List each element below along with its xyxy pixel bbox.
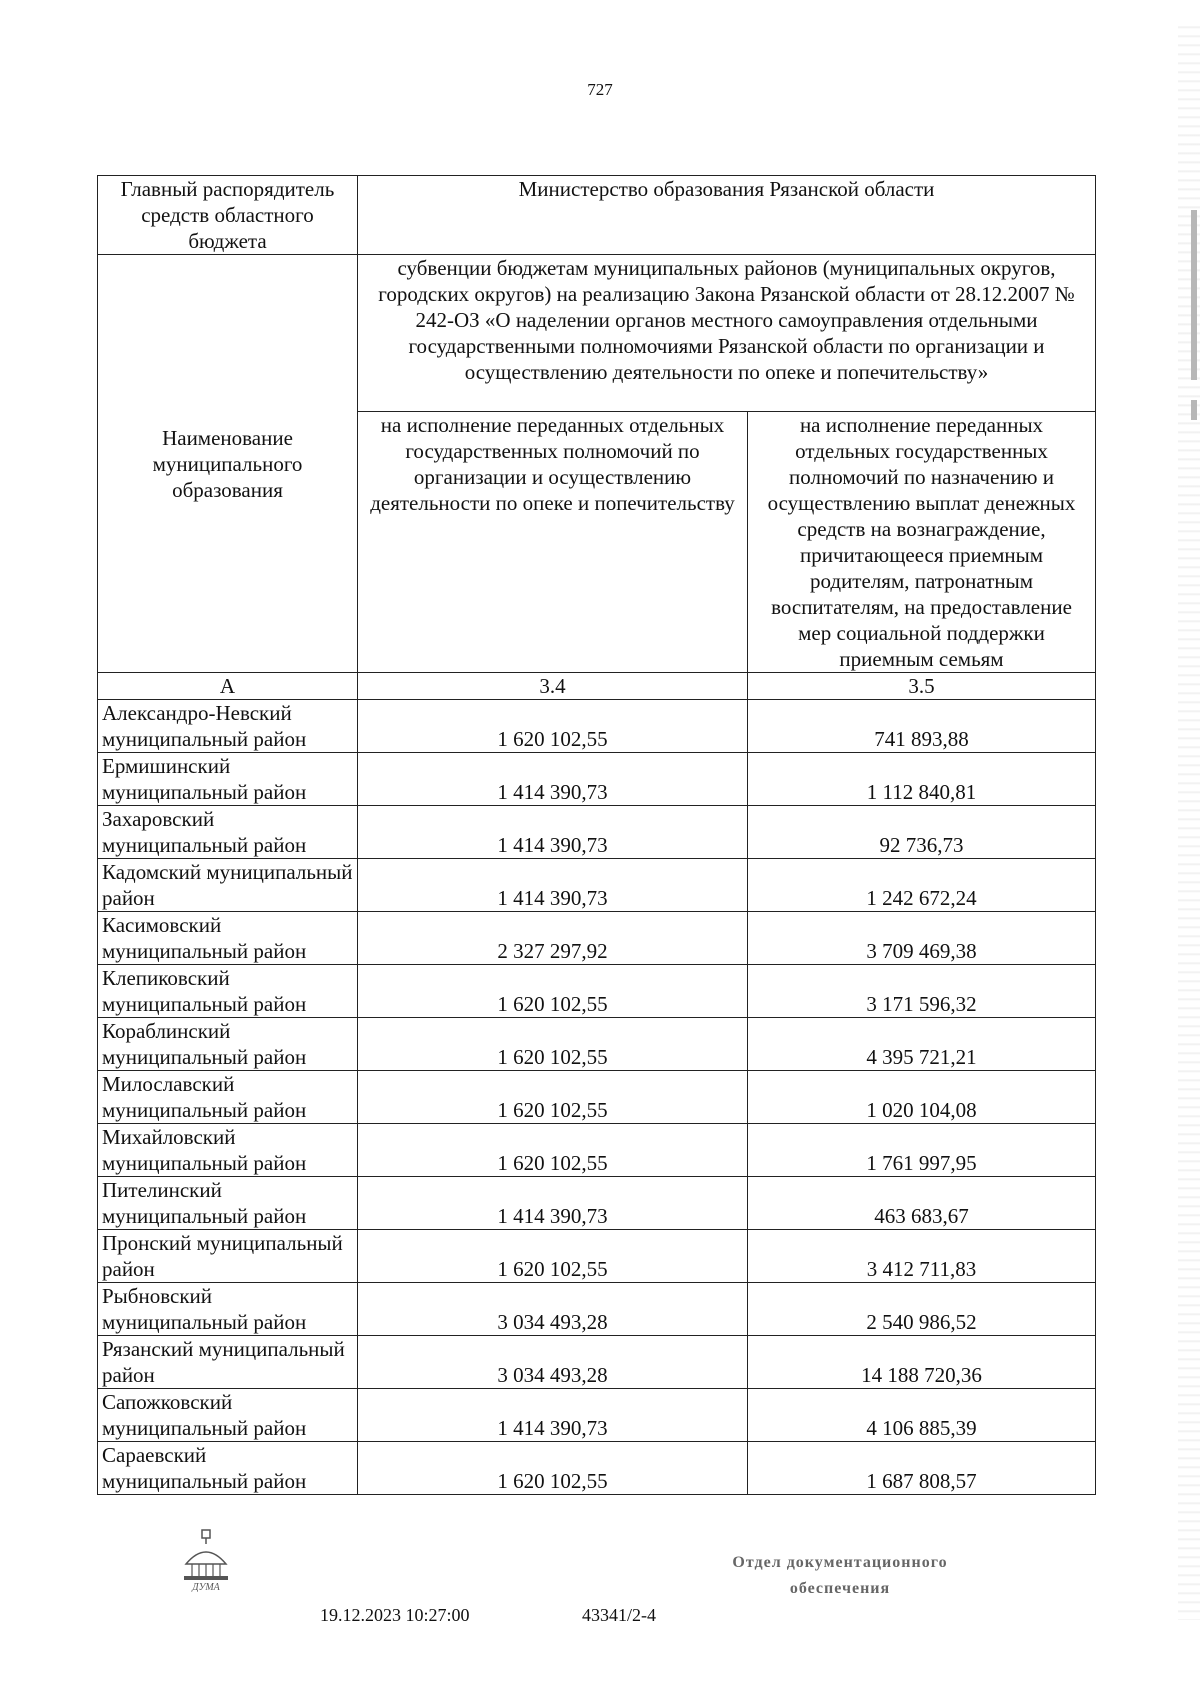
table-row [98, 1177, 1096, 1230]
value-3-5: 92 736,73 [748, 806, 1096, 859]
table-row [98, 1336, 1096, 1389]
value-3-4: 1 620 102,55 [358, 965, 748, 1018]
value-3-4: 1 620 102,55 [358, 1018, 748, 1071]
duma-emblem-icon [180, 1528, 232, 1592]
municipality-name: Милославский муниципальный район [98, 1071, 358, 1124]
table-row [98, 806, 1096, 859]
municipality-name: Михайловский муниципальный район [98, 1124, 358, 1177]
value-3-5: 4 395 721,21 [748, 1018, 1096, 1071]
municipality-name: Рязанский муниципальный район [98, 1336, 358, 1389]
column-3-4-title: на исполнение переданных отдельных государственных полномочий по организации и осуществлению деятельности по опеке и попечительству [358, 412, 748, 673]
value-3-4: 2 327 297,92 [358, 912, 748, 965]
table-row [98, 1018, 1096, 1071]
value-3-5: 1 687 808,57 [748, 1442, 1096, 1495]
header-row-subvention [98, 255, 1096, 412]
value-3-5: 14 188 720,36 [748, 1336, 1096, 1389]
distributor-label: Главный распорядитель средств областного бюджета [98, 176, 358, 255]
value-3-5: 3 412 711,83 [748, 1230, 1096, 1283]
department-stamp [700, 1550, 980, 1602]
table-row [98, 859, 1096, 912]
stamp-line-2: обеспечения [789, 1580, 891, 1597]
municipality-name: Рыбновский муниципальный район [98, 1283, 358, 1336]
municipality-name: Ермишинский муниципальный район [98, 753, 358, 806]
value-3-4: 3 034 493,28 [358, 1336, 748, 1389]
value-3-5: 1 242 672,24 [748, 859, 1096, 912]
value-3-5: 3 171 596,32 [748, 965, 1096, 1018]
value-3-5: 741 893,88 [748, 700, 1096, 753]
index-row [98, 673, 1096, 700]
table-row [98, 700, 1096, 753]
table-row [98, 1283, 1096, 1336]
subvention-table [97, 175, 1096, 1495]
municipality-name: Кадомский муниципальный район [98, 859, 358, 912]
value-3-5: 1 020 104,08 [748, 1071, 1096, 1124]
subvention-title: субвенции бюджетам муниципальных районов (муниципальных округов, городских округов) на реализацию Закона Рязанской области от 28.12.2007 № 242-ОЗ «О наделении органов местного самоуправления отдельными государственными полномочиями Рязанской области по организации и осуществлению деятельности по опеке и попечительству» [358, 255, 1096, 412]
table-row [98, 1124, 1096, 1177]
stamp-line-1: Отдел документационного [732, 1554, 948, 1571]
value-3-4: 1 414 390,73 [358, 753, 748, 806]
value-3-5: 1 761 997,95 [748, 1124, 1096, 1177]
municipality-name: Касимовский муниципальный район [98, 912, 358, 965]
municipality-name: Сапожковский муниципальный район [98, 1389, 358, 1442]
value-3-4: 3 034 493,28 [358, 1283, 748, 1336]
table-row [98, 965, 1096, 1018]
value-3-4: 1 620 102,55 [358, 700, 748, 753]
scan-edge-artifact [1178, 20, 1200, 1620]
value-3-4: 1 620 102,55 [358, 1124, 748, 1177]
value-3-5: 2 540 986,52 [748, 1283, 1096, 1336]
value-3-5: 463 683,67 [748, 1177, 1096, 1230]
table-row [98, 1442, 1096, 1495]
value-3-4: 1 414 390,73 [358, 1177, 748, 1230]
scan-mark [1191, 210, 1197, 380]
scan-mark [1191, 400, 1197, 420]
municipality-name: Пителинский муниципальный район [98, 1177, 358, 1230]
table-row [98, 1071, 1096, 1124]
value-3-4: 1 414 390,73 [358, 806, 748, 859]
table-row [98, 753, 1096, 806]
value-3-4: 1 620 102,55 [358, 1442, 748, 1495]
municipality-name: Кораблинский муниципальный район [98, 1018, 358, 1071]
index-3-4: 3.4 [358, 673, 748, 700]
municipality-name: Сараевский муниципальный район [98, 1442, 358, 1495]
value-3-4: 1 620 102,55 [358, 1071, 748, 1124]
value-3-4: 1 414 390,73 [358, 859, 748, 912]
footer-datetime: 19.12.2023 10:27:00 [320, 1605, 470, 1625]
municipality-name: Александро-Невский муниципальный район [98, 700, 358, 753]
municipality-name: Захаровский муниципальный район [98, 806, 358, 859]
value-3-4: 1 414 390,73 [358, 1389, 748, 1442]
value-3-5: 3 709 469,38 [748, 912, 1096, 965]
column-3-5-title: на исполнение переданных отдельных государственных полномочий по назначению и осуществлению выплат денежных средств на вознаграждение, причитающееся приемным родителям, патронатным воспитателям, на предоставление мер социальной поддержки приемным семьям [748, 412, 1096, 673]
page-number: 727 [587, 80, 613, 99]
table-row [98, 1389, 1096, 1442]
emblem-text: ДУМА [192, 1582, 220, 1592]
index-a: А [98, 673, 358, 700]
ministry-name: Министерство образования Рязанской области [358, 176, 1096, 255]
table-row [98, 912, 1096, 965]
value-3-4: 1 620 102,55 [358, 1230, 748, 1283]
value-3-5: 1 112 840,81 [748, 753, 1096, 806]
municipality-name: Клепиковский муниципальный район [98, 965, 358, 1018]
municipality-name-label: Наименование муниципального образования [98, 255, 358, 673]
table-row [98, 1230, 1096, 1283]
municipality-name: Пронский муниципальный район [98, 1230, 358, 1283]
header-row-ministry [98, 176, 1096, 255]
footer-doc-number: 43341/2-4 [582, 1605, 656, 1625]
value-3-5: 4 106 885,39 [748, 1389, 1096, 1442]
index-3-5: 3.5 [748, 673, 1096, 700]
